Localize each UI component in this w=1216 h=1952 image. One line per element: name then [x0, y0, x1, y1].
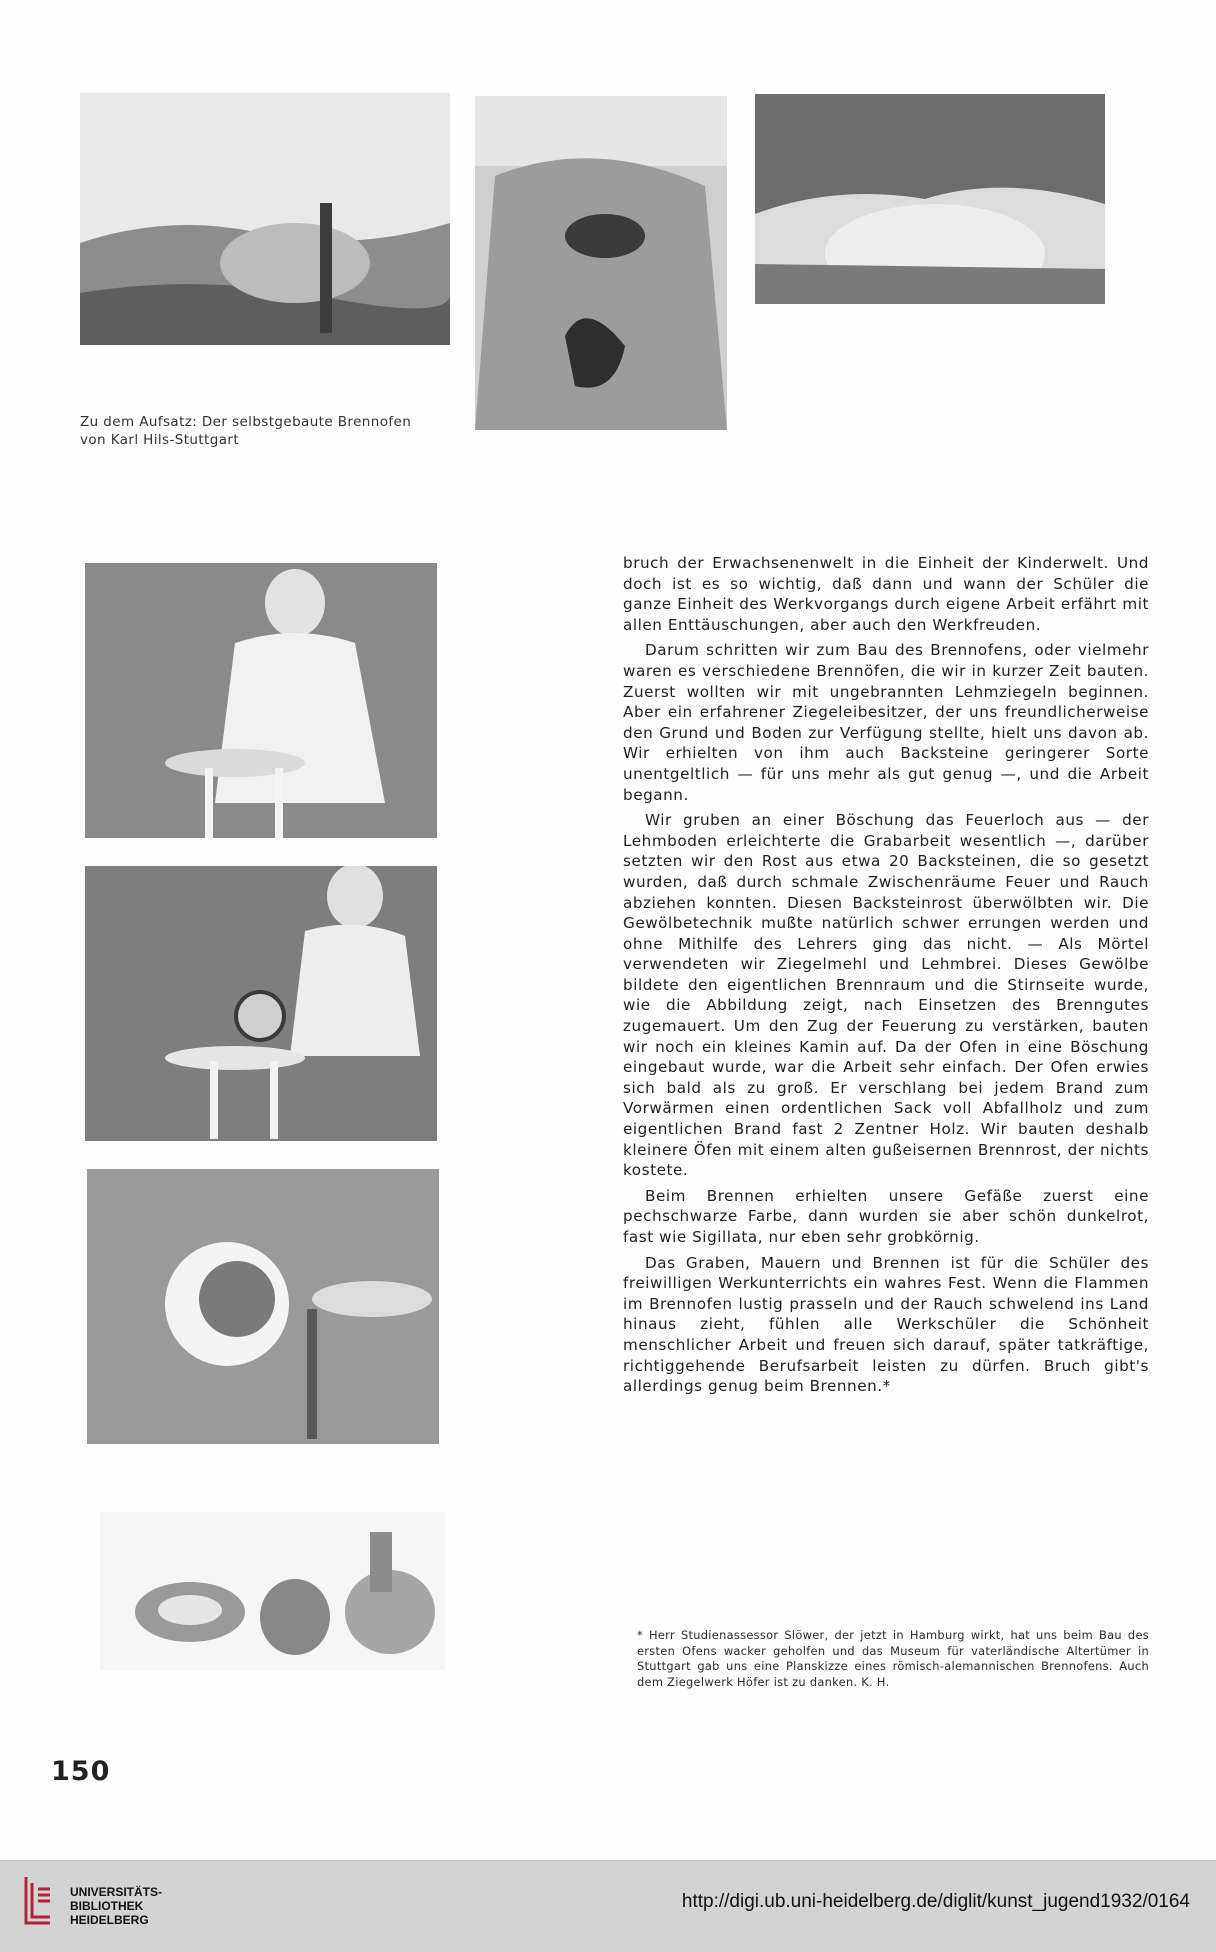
- article-paragraph: Beim Brennen erhielten unsere Gefäße zuerst eine pechschwarze Farbe, dann wurden sie aber schön dunkelrot, fast wie Sigillata, nur eben sehr grobkörnig.: [623, 1186, 1149, 1246]
- library-name-line: HEIDELBERG: [70, 1913, 149, 1927]
- article-paragraph: bruch der Erwachsenenwelt in die Einheit der Kinderwelt. Und doch ist es so wichtig, daß dann und wann der Schüler die ganze Einheit des Werkvorgangs durch eigene Arbeit erfährt mit allen Enttäuschungen, aber auch den Werkfreuden.: [623, 554, 1149, 634]
- library-logo-icon[interactable]: [20, 1873, 56, 1927]
- photo-vessel-on-wheel: [87, 1169, 439, 1444]
- page-number: 150: [51, 1756, 111, 1787]
- article-paragraph: Wir gruben an einer Böschung das Feuerloch aus — der Lehmboden erleichterte die Grabarbeit wesentlich —, darüber setzten wir den Rost aus etwa 20 Backsteinen, die so gesetzt wurden, daß durch schmale Zwischenräume Feuer und Rauch abziehen konnten. Diesen Backsteinrost überwölbten wir. Die Gewölbetechnik mußte natürlich schwer errungen werden und ohne Mithilfe des Lehrers ging das nicht. — Als Mörtel verwendeten wir Ziegelmehl und Lehmbrei. Dieses Gewölbe bildete den eigentlichen Brennraum und die Stirnseite wurde, wie die Abbildung zeigt, nach Einsetzen des Brenngutes zugemauert. Um den Zug der Feuerung zu verstärken, bauten wir noch ein kleines Kamin auf. Da der Ofen in eine Böschung eingebaut wurde, war die Arbeit sehr einfach. Der Ofen erwies sich bald als zu groß. Er verschlang bei jedem Brand zum Vorwärmen einen ordentlichen Sack voll Abfallholz und zum eigentlichen Brand fast 2 Zentner Holz. Wir bauten deshalb kleinere Öfen mit einem alten gußeisernen Brennrost, der nichts kostete.: [623, 811, 1149, 1180]
- library-name-line: UNIVERSITÄTS-: [70, 1885, 163, 1899]
- article-paragraph: Darum schritten wir zum Bau des Brennofens, oder vielmehr waren es verschiedene Brennöfen, die wir in kurzer Zeit bauten. Zuerst wollten wir mit ungebrannten Lehmziegeln beginnen. Aber ein erfahrener Ziegeleibesitzer, der uns freundlicherweise den Grund und Boden zur Verfügung stellte, hielt uns davon ab. Wir erhielten von ihm auch Backsteine geringerer Sorte unentgeltlich — für uns mehr als gut genug —, und die Arbeit begann.: [623, 641, 1149, 804]
- people-photo-icon: [85, 866, 437, 1141]
- object-photo-icon: [100, 1512, 445, 1670]
- landscape-photo-icon: [80, 93, 450, 345]
- people-photo-icon: [85, 563, 437, 838]
- photo-boy-shaping-clay: [85, 563, 437, 838]
- library-name-line: BIBLIOTHEK: [70, 1899, 144, 1913]
- photo-oven-embankment: [475, 96, 727, 430]
- footnote: * Herr Studienassessor Slöwer, der jetzt in Hamburg wirkt, hat uns beim Bau des ersten Ofens wacker geholfen und das Museum für vaterländische Altertümer in Stuttgart gab uns eine Planskizze eines römisch-alemannischen Brennofens. Auch dem Ziegelwerk Höfer ist zu danken. K. H.: [637, 1628, 1149, 1689]
- photo-fired-pottery: [100, 1512, 445, 1670]
- caption-line-2: von Karl Hils-Stuttgart: [80, 432, 240, 448]
- library-name: [70, 1885, 162, 1927]
- caption-line-1: Zu dem Aufsatz: Der selbstgebaute Brennofen: [80, 414, 412, 430]
- photo-boy-with-vessel: [85, 866, 437, 1141]
- landscape-photo-icon: [755, 94, 1105, 304]
- object-photo-icon: [87, 1169, 439, 1444]
- landscape-photo-icon: [475, 96, 727, 430]
- viewer-footer: [0, 1860, 1216, 1952]
- figure-caption: [80, 413, 460, 449]
- photo-oven-in-meadow: [80, 93, 450, 345]
- permalink-url[interactable]: http://digi.ub.uni-heidelberg.de/diglit/kunst_jugend1932/0164: [681, 1891, 1190, 1912]
- article-paragraph: Das Graben, Mauern und Brennen ist für die Schüler des freiwilligen Werkunterrichts ein wahres Fest. Wenn die Flammen im Brennofen lustig prasseln und der Rauch schwelend ins Land hinaus zieht, fühlen alle Werkschüler die Schönheit menschlicher Arbeit und freuen sich darauf, später tatkräftige, richtiggehende Berufsarbeit leisten zu dürfen. Bruch gibt's allerdings genug beim Brennen.*: [623, 1253, 1149, 1396]
- article-body: [623, 553, 1149, 1402]
- photo-oven-dome: [755, 94, 1105, 304]
